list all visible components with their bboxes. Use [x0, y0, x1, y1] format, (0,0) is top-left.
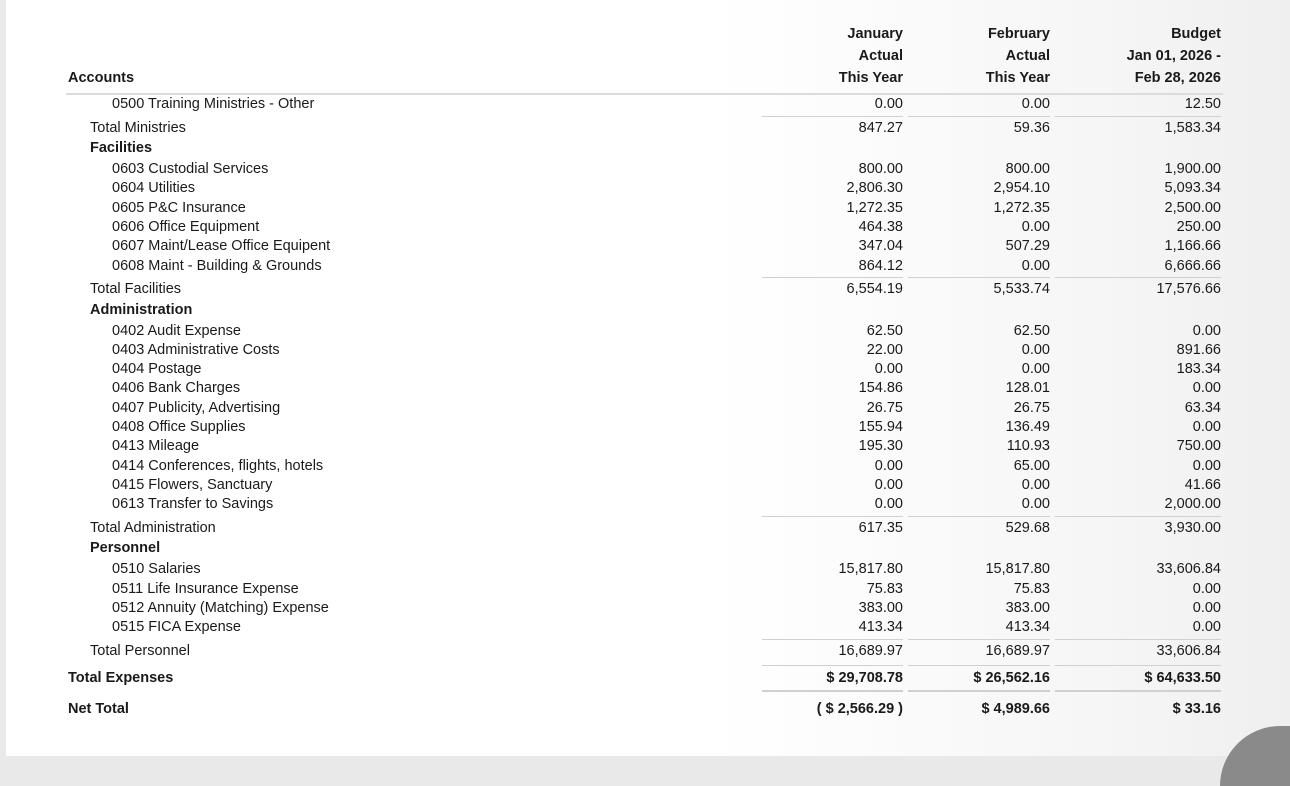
row-label: Total Expenses [68, 669, 174, 686]
row-label: 0414 Conferences, flights, hotels [112, 457, 324, 474]
january-value: 800.00 [858, 161, 903, 177]
row-label: Personnel [90, 540, 161, 557]
budget-value: 33,606.84 [1156, 561, 1221, 578]
budget-value: 1,166.66 [1164, 238, 1221, 255]
table-row [0, 579, 1290, 599]
february-value: 413.34 [1005, 619, 1050, 636]
january-value: 347.04 [858, 238, 903, 255]
total-rule [762, 690, 903, 692]
february-value: 15,817.80 [985, 561, 1050, 578]
february-value: 62.50 [1013, 322, 1050, 339]
row-label: Total Facilities [90, 281, 182, 297]
total-rule [762, 639, 903, 640]
february-value: 26.75 [1013, 399, 1050, 416]
net-row [0, 699, 1290, 719]
total-rule [1055, 277, 1221, 278]
row-label: 0512 Annuity (Matching) Expense [112, 599, 329, 616]
total-rule [1055, 690, 1221, 692]
page-curl [1220, 726, 1290, 786]
total-rule [908, 116, 1050, 117]
category-row [0, 300, 1290, 320]
table-row [0, 198, 1290, 218]
february-value: 75.83 [1013, 580, 1050, 597]
table-row [0, 494, 1290, 514]
header-line: Actual [1005, 48, 1050, 64]
column-header-february [905, 23, 1050, 89]
row-label: 0606 Office Equipment [112, 218, 260, 235]
budget-value: 0.00 [1192, 380, 1221, 397]
january-value: 464.38 [858, 218, 903, 235]
total-row [0, 518, 1290, 538]
january-value: 15,817.80 [838, 561, 903, 578]
february-value: 0.00 [1021, 96, 1050, 112]
column-header-budget [1055, 23, 1221, 89]
february-value: 0.00 [1021, 496, 1050, 513]
category-row [0, 538, 1290, 558]
row-label: 0407 Publicity, Advertising [112, 399, 281, 416]
january-value: $ 29,708.78 [826, 669, 903, 686]
row-label: 0603 Custodial Services [112, 161, 269, 177]
header-line: Feb 28, 2026 [1134, 70, 1221, 86]
budget-value: 0.00 [1192, 580, 1221, 597]
budget-value: 891.66 [1176, 341, 1221, 358]
budget-value: 5,093.34 [1164, 180, 1221, 197]
january-value: 26.75 [866, 399, 903, 416]
table-row [0, 617, 1290, 637]
total-rule [908, 690, 1050, 692]
row-label: Net Total [68, 700, 129, 717]
budget-value: 750.00 [1176, 438, 1221, 455]
budget-value: 0.00 [1192, 419, 1221, 435]
table-row [0, 598, 1290, 618]
total-rule [762, 277, 903, 278]
budget-value: 2,000.00 [1164, 496, 1221, 513]
budget-value: $ 64,633.50 [1144, 669, 1221, 686]
february-value: 5,533.74 [993, 281, 1050, 297]
table-row [0, 236, 1290, 256]
row-label: 0415 Flowers, Sanctuary [112, 476, 273, 493]
january-value: 1,272.35 [846, 199, 903, 216]
february-value: 110.93 [1006, 438, 1050, 455]
total-rule [1055, 665, 1221, 666]
total-row [0, 118, 1290, 138]
table-row [0, 559, 1290, 579]
february-value: 65.00 [1013, 457, 1050, 474]
january-value: 22.00 [866, 341, 903, 358]
row-label: 0402 Audit Expense [112, 322, 241, 339]
budget-value: 41.66 [1184, 476, 1221, 493]
january-value: 413.34 [858, 619, 903, 636]
february-value: 1,272.35 [993, 199, 1050, 216]
table-row [0, 256, 1290, 276]
row-label: Facilities [90, 140, 153, 156]
budget-value: 33,606.84 [1156, 642, 1221, 659]
row-label: 0510 Salaries [112, 561, 201, 578]
row-label: 0608 Maint - Building & Grounds [112, 257, 322, 274]
february-value: 16,689.97 [985, 642, 1050, 659]
total-rule [762, 116, 903, 117]
january-value: ( $ 2,566.29 ) [816, 700, 903, 717]
budget-value: 0.00 [1192, 619, 1221, 636]
february-value: 507.29 [1005, 238, 1050, 255]
february-value: 0.00 [1021, 218, 1050, 235]
header-line: January [847, 26, 903, 42]
header-line: This Year [985, 70, 1050, 86]
february-value: 800.00 [1005, 161, 1050, 177]
total-rule [908, 665, 1050, 666]
row-label: 0403 Administrative Costs [112, 341, 280, 358]
total-rule [762, 665, 903, 666]
total-row [0, 279, 1290, 299]
row-label: 0604 Utilities [112, 180, 196, 197]
budget-value: 183.34 [1176, 361, 1221, 378]
january-value: 16,689.97 [838, 642, 903, 659]
table-row [0, 217, 1290, 237]
february-value: 529.68 [1005, 519, 1050, 536]
january-value: 75.83 [866, 580, 903, 597]
february-value: 383.00 [1005, 599, 1050, 616]
budget-value: 250.00 [1176, 218, 1221, 235]
january-value: 0.00 [874, 476, 903, 493]
total-rule [908, 277, 1050, 278]
grand-row [0, 668, 1290, 688]
row-label: 0406 Bank Charges [112, 380, 241, 397]
february-value: 0.00 [1021, 257, 1050, 274]
budget-value: 3,930.00 [1164, 519, 1221, 536]
january-value: 0.00 [874, 96, 903, 112]
january-value: 154.86 [858, 380, 903, 397]
header-line: Jan 01, 2026 - [1126, 48, 1221, 64]
table-row [0, 321, 1290, 341]
total-rule [908, 639, 1050, 640]
row-label: 0511 Life Insurance Expense [112, 580, 299, 597]
february-value: 136.49 [1005, 419, 1050, 435]
budget-value: 0.00 [1192, 322, 1221, 339]
budget-value: 2,500.00 [1164, 199, 1221, 216]
header-line: Budget [1171, 26, 1221, 42]
february-value: 2,954.10 [993, 180, 1050, 197]
budget-value: 12.50 [1184, 96, 1221, 112]
table-row [0, 159, 1290, 179]
table-row [0, 94, 1290, 114]
table-row [0, 178, 1290, 198]
table-row [0, 398, 1290, 418]
row-label: 0605 P&C Insurance [112, 199, 246, 216]
february-value: 0.00 [1021, 361, 1050, 378]
table-row [0, 359, 1290, 379]
table-row [0, 436, 1290, 456]
total-rule [908, 516, 1050, 517]
budget-value: 0.00 [1192, 457, 1221, 474]
january-value: 383.00 [858, 599, 903, 616]
february-value: 128.01 [1005, 380, 1050, 397]
january-value: 2,806.30 [846, 180, 903, 197]
row-label: Total Ministries [90, 119, 186, 136]
january-value: 155.94 [858, 419, 903, 435]
total-rule [1055, 516, 1221, 517]
row-label: 0413 Mileage [112, 438, 200, 455]
table-row [0, 340, 1290, 360]
row-label: Administration [90, 301, 193, 318]
january-value: 0.00 [874, 361, 903, 378]
header-line: This Year [838, 70, 903, 86]
january-value: 864.12 [858, 257, 903, 274]
january-value: 0.00 [874, 496, 903, 513]
row-label: 0500 Training Ministries - Other [112, 96, 315, 112]
february-value: 59.36 [1013, 119, 1050, 136]
january-value: 195.30 [858, 438, 903, 455]
february-value: $ 26,562.16 [973, 669, 1050, 686]
january-value: 62.50 [866, 322, 903, 339]
total-row [0, 641, 1290, 661]
table-row [0, 378, 1290, 398]
row-label: 0404 Postage [112, 361, 202, 378]
row-label: Total Personnel [90, 642, 190, 659]
budget-value: 17,576.66 [1156, 281, 1221, 297]
table-row [0, 475, 1290, 495]
february-value: $ 4,989.66 [981, 700, 1050, 717]
table-row [0, 456, 1290, 476]
february-value: 0.00 [1021, 476, 1050, 493]
budget-value: 6,666.66 [1164, 257, 1221, 274]
budget-value: $ 33.16 [1172, 700, 1221, 717]
budget-value: 63.34 [1184, 399, 1221, 416]
row-label: 0408 Office Supplies [112, 419, 246, 435]
row-label: Total Administration [90, 519, 216, 536]
column-header-january [760, 23, 903, 89]
total-rule [1055, 639, 1221, 640]
january-value: 847.27 [858, 119, 903, 136]
january-value: 0.00 [874, 457, 903, 474]
total-rule [762, 516, 903, 517]
budget-value: 1,583.34 [1164, 119, 1221, 136]
budget-value: 0.00 [1192, 599, 1221, 616]
january-value: 6,554.19 [846, 281, 903, 297]
row-label: 0515 FICA Expense [112, 619, 241, 636]
header-line: February [987, 26, 1050, 42]
category-row [0, 138, 1290, 158]
row-label: 0613 Transfer to Savings [112, 496, 274, 513]
total-rule [1055, 116, 1221, 117]
header-line: Actual [858, 48, 903, 64]
budget-value: 1,900.00 [1164, 161, 1221, 177]
january-value: 617.35 [858, 519, 903, 536]
table-row [0, 417, 1290, 437]
accounts-header: Accounts [68, 70, 135, 86]
row-label: 0607 Maint/Lease Office Equipent [112, 238, 331, 255]
february-value: 0.00 [1021, 341, 1050, 358]
